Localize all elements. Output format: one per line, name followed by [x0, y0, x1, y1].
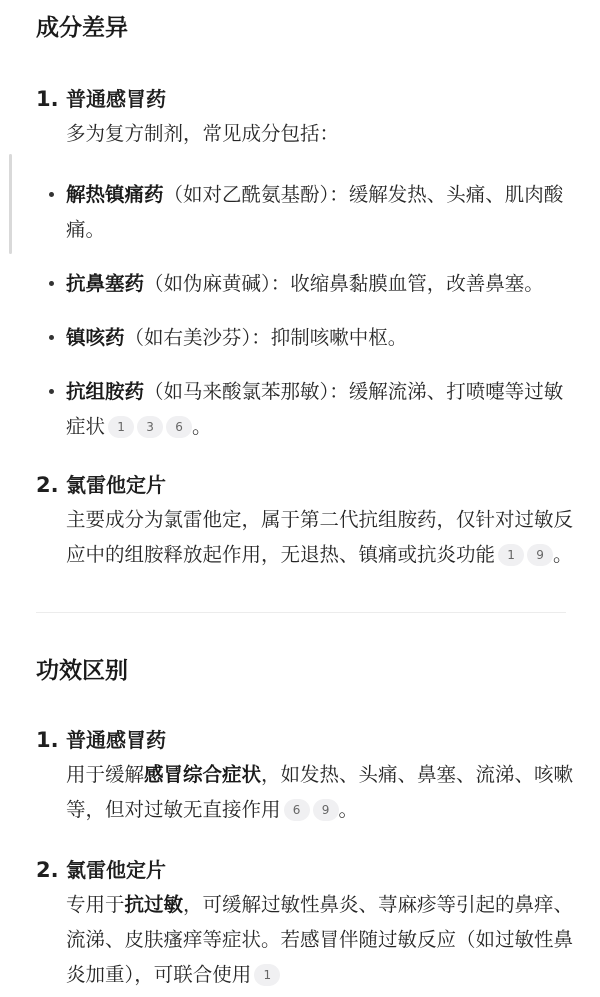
- sentence-end: 。: [338, 798, 359, 821]
- citation-badge[interactable]: 1: [498, 544, 524, 566]
- bullet-term: 镇咳药: [66, 326, 125, 349]
- list-number: 1.: [36, 728, 59, 752]
- list-item: [36, 82, 576, 151]
- citation-badge[interactable]: 9: [527, 544, 553, 566]
- bullet-item: [36, 320, 576, 355]
- bullet-dot: [49, 389, 54, 394]
- bullet-term: 抗鼻塞药: [66, 272, 145, 295]
- sentence-end: 。: [192, 415, 212, 438]
- list-number: 2.: [36, 858, 59, 882]
- bullet-dot: [49, 335, 54, 340]
- sentence-end: 。: [553, 543, 573, 566]
- bullet-term: 抗组胺药: [66, 380, 145, 403]
- bullet-dot: [49, 192, 54, 197]
- item-title: 普通感冒药: [66, 87, 166, 111]
- bullet-term: 解热镇痛药: [66, 183, 164, 206]
- item-text: 主要成分为氯雷他定，属于第二代抗组胺药，仅针对过敏反应中的组胺释放起作用，无退热、镇痛或抗炎功能 1 9 。: [66, 508, 574, 566]
- section-title-efficacy: 功效区别: [36, 658, 128, 684]
- citation-badge[interactable]: 9: [313, 799, 339, 821]
- list-number: 2.: [36, 473, 59, 497]
- item-text: 用于缓解感冒综合症状，如发热、头痛、鼻塞、流涕、咳嗽等，但对过敏无直接作用 6 9 。: [66, 763, 574, 821]
- item-intro: 多为复方制剂，常见成分包括：: [66, 122, 340, 145]
- bullet-dot: [49, 281, 54, 286]
- item-text: 专用于抗过敏，可缓解过敏性鼻炎、荨麻疹等引起的鼻痒、流涕、皮肤瘙痒等症状。若感冒伴随过敏反应（如过敏性鼻炎加重），可联合使用 1: [66, 893, 574, 986]
- bullet-item: [36, 374, 576, 444]
- item-title: 氯雷他定片: [66, 858, 166, 882]
- citation-badge[interactable]: 6: [284, 799, 310, 821]
- citation-badge[interactable]: 3: [137, 416, 163, 438]
- citation-badge[interactable]: 1: [254, 964, 280, 986]
- list-item: [36, 853, 576, 992]
- emphasis-text: 抗过敏: [124, 893, 184, 916]
- bullet-item: [36, 177, 576, 247]
- section-title-ingredients: 成分差异: [36, 15, 128, 41]
- list-number: 1.: [36, 87, 59, 111]
- bullet-desc: （如马来酸氯苯那敏）：缓解流涕、打喷嚏等过敏症状: [66, 380, 564, 438]
- item-title: 氯雷他定片: [66, 473, 166, 497]
- citation-badge[interactable]: 1: [108, 416, 134, 438]
- list-item: [36, 468, 576, 572]
- citation-badge[interactable]: 6: [166, 416, 192, 438]
- bullet-desc: （如右美沙芬）：抑制咳嗽中枢。: [124, 326, 408, 349]
- bullet-desc: （如对乙酰氨基酚）：缓解发热、头痛、肌肉酸痛。: [66, 183, 564, 241]
- list-item: [36, 723, 576, 827]
- ingredient-bullet-list: [36, 177, 576, 444]
- scroll-indicator[interactable]: [9, 154, 12, 254]
- section-divider: [36, 612, 566, 613]
- item-title: 普通感冒药: [66, 728, 166, 752]
- emphasis-text: 感冒综合症状: [144, 763, 262, 786]
- bullet-desc: （如伪麻黄碱）：收缩鼻黏膜血管，改善鼻塞。: [144, 272, 544, 295]
- bullet-item: [36, 266, 576, 301]
- article-content: [36, 0, 576, 992]
